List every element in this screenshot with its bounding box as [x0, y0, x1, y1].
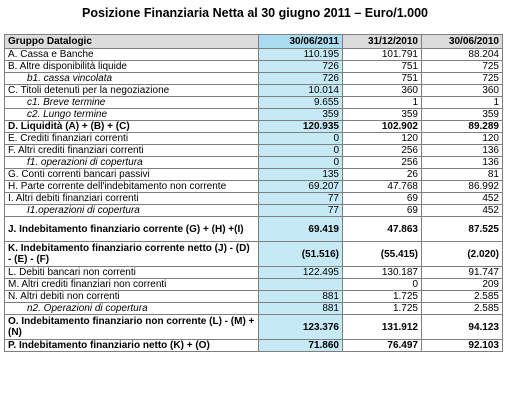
table-row — [5, 61, 503, 73]
subtotal-row — [5, 242, 503, 267]
table-row — [5, 97, 503, 109]
row-label: I1.operazioni di copertura — [5, 205, 259, 217]
cell-c2: 26 — [343, 169, 422, 181]
cell-c1: 135 — [259, 169, 343, 181]
cell-c2: 751 — [343, 61, 422, 73]
cell-c2: 101.791 — [343, 49, 422, 61]
table-row — [5, 85, 503, 97]
cell-c1: (51.516) — [259, 242, 343, 267]
cell-c3: 452 — [422, 193, 503, 205]
cell-c3: 2.585 — [422, 303, 503, 315]
cell-c1: 0 — [259, 133, 343, 145]
cell-c3: 360 — [422, 85, 503, 97]
cell-c1: 71.860 — [259, 340, 343, 352]
row-label: C. Titoli detenuti per la negoziazione — [5, 85, 259, 97]
cell-c2: 47.768 — [343, 181, 422, 193]
cell-c2: 1.725 — [343, 303, 422, 315]
cell-c2: 120 — [343, 133, 422, 145]
subtotal-row — [5, 217, 503, 242]
cell-c3: 2.585 — [422, 291, 503, 303]
table-row — [5, 267, 503, 279]
cell-c3: 209 — [422, 279, 503, 291]
cell-c1 — [259, 279, 343, 291]
cell-c1: 359 — [259, 109, 343, 121]
cell-c1: 123.376 — [259, 315, 343, 340]
table-title: Posizione Finanziaria Netta al 30 giugno 2011 – Euro/1.000 — [82, 6, 428, 20]
cell-c3: (2.020) — [422, 242, 503, 267]
table-row — [5, 291, 503, 303]
cell-c1: 726 — [259, 61, 343, 73]
cell-c2: 69 — [343, 193, 422, 205]
table-row — [5, 169, 503, 181]
cell-c2: 0 — [343, 279, 422, 291]
table-row — [5, 109, 503, 121]
row-label: c2. Lungo termine — [5, 109, 259, 121]
cell-c3: 452 — [422, 205, 503, 217]
table-row — [5, 49, 503, 61]
cell-c1: 110.195 — [259, 49, 343, 61]
cell-c1: 0 — [259, 145, 343, 157]
header-label: Gruppo Datalogic — [5, 35, 259, 49]
cell-c3: 89.289 — [422, 121, 503, 133]
cell-c2: 751 — [343, 73, 422, 85]
cell-c3: 725 — [422, 73, 503, 85]
row-label: n2. Operazioni di copertura — [5, 303, 259, 315]
cell-c3: 88.204 — [422, 49, 503, 61]
table-row — [5, 145, 503, 157]
table-row — [5, 279, 503, 291]
row-label: K. Indebitamento finanziario corrente netto (J) - (D) - (E) - (F) — [5, 242, 259, 267]
row-label: B. Altre disponibilità liquide — [5, 61, 259, 73]
cell-c1: 77 — [259, 205, 343, 217]
cell-c3: 359 — [422, 109, 503, 121]
cell-c3: 1 — [422, 97, 503, 109]
cell-c2: 256 — [343, 157, 422, 169]
cell-c1: 10.014 — [259, 85, 343, 97]
row-label: G. Conti correnti bancari passivi — [5, 169, 259, 181]
row-label: N. Altri debiti non correnti — [5, 291, 259, 303]
table-row — [5, 157, 503, 169]
cell-c1: 69.419 — [259, 217, 343, 242]
cell-c2: 69 — [343, 205, 422, 217]
header-col-2: 31/12/2010 — [343, 35, 422, 49]
cell-c2: 1 — [343, 97, 422, 109]
row-label: F. Altri crediti finanziari correnti — [5, 145, 259, 157]
cell-c2: 359 — [343, 109, 422, 121]
net-financial-position-table — [4, 34, 503, 352]
cell-c2: 47.863 — [343, 217, 422, 242]
cell-c3: 136 — [422, 145, 503, 157]
row-label: M. Altri crediti finanziari non correnti — [5, 279, 259, 291]
cell-c1: 77 — [259, 193, 343, 205]
cell-c3: 725 — [422, 61, 503, 73]
cell-c2: 131.912 — [343, 315, 422, 340]
row-label: J. Indebitamento finanziario corrente (G) + (H) +(I) — [5, 217, 259, 242]
cell-c2: 1.725 — [343, 291, 422, 303]
cell-c3: 120 — [422, 133, 503, 145]
cell-c3: 86.992 — [422, 181, 503, 193]
header-row — [5, 35, 503, 49]
cell-c1: 881 — [259, 303, 343, 315]
table-row — [5, 181, 503, 193]
table-row — [5, 73, 503, 85]
cell-c1: 122.495 — [259, 267, 343, 279]
cell-c1: 69.207 — [259, 181, 343, 193]
cell-c2: 102.902 — [343, 121, 422, 133]
row-label: A. Cassa e Banche — [5, 49, 259, 61]
cell-c2: 130.187 — [343, 267, 422, 279]
row-label: L. Debiti bancari non correnti — [5, 267, 259, 279]
cell-c1: 726 — [259, 73, 343, 85]
cell-c1: 120.935 — [259, 121, 343, 133]
row-label: E. Crediti finanziari correnti — [5, 133, 259, 145]
table-row — [5, 205, 503, 217]
cell-c3: 91.747 — [422, 267, 503, 279]
table-row — [5, 303, 503, 315]
cell-c1: 9.655 — [259, 97, 343, 109]
cell-c2: (55.415) — [343, 242, 422, 267]
row-label: D. Liquidità (A) + (B) + (C) — [5, 121, 259, 133]
cell-c2: 76.497 — [343, 340, 422, 352]
table-row — [5, 193, 503, 205]
cell-c3: 81 — [422, 169, 503, 181]
header-col-3: 30/06/2010 — [422, 35, 503, 49]
cell-c3: 94.123 — [422, 315, 503, 340]
cell-c3: 87.525 — [422, 217, 503, 242]
total-row — [5, 340, 503, 352]
row-label: O. Indebitamento finanziario non corrente (L) - (M) + (N) — [5, 315, 259, 340]
subtotal-row — [5, 121, 503, 133]
row-label: f1. operazioni di copertura — [5, 157, 259, 169]
header-col-1: 30/06/2011 — [259, 35, 343, 49]
table-row — [5, 133, 503, 145]
subtotal-row — [5, 315, 503, 340]
cell-c3: 136 — [422, 157, 503, 169]
cell-c3: 92.103 — [422, 340, 503, 352]
row-label: b1. cassa vincolata — [5, 73, 259, 85]
cell-c1: 0 — [259, 157, 343, 169]
row-label: c1. Breve termine — [5, 97, 259, 109]
cell-c2: 360 — [343, 85, 422, 97]
row-label: P. Indebitamento finanziario netto (K) + (O) — [5, 340, 259, 352]
row-label: I. Altri debiti finanziari correnti — [5, 193, 259, 205]
cell-c2: 256 — [343, 145, 422, 157]
row-label: H. Parte corrente dell'indebitamento non corrente — [5, 181, 259, 193]
cell-c1: 881 — [259, 291, 343, 303]
